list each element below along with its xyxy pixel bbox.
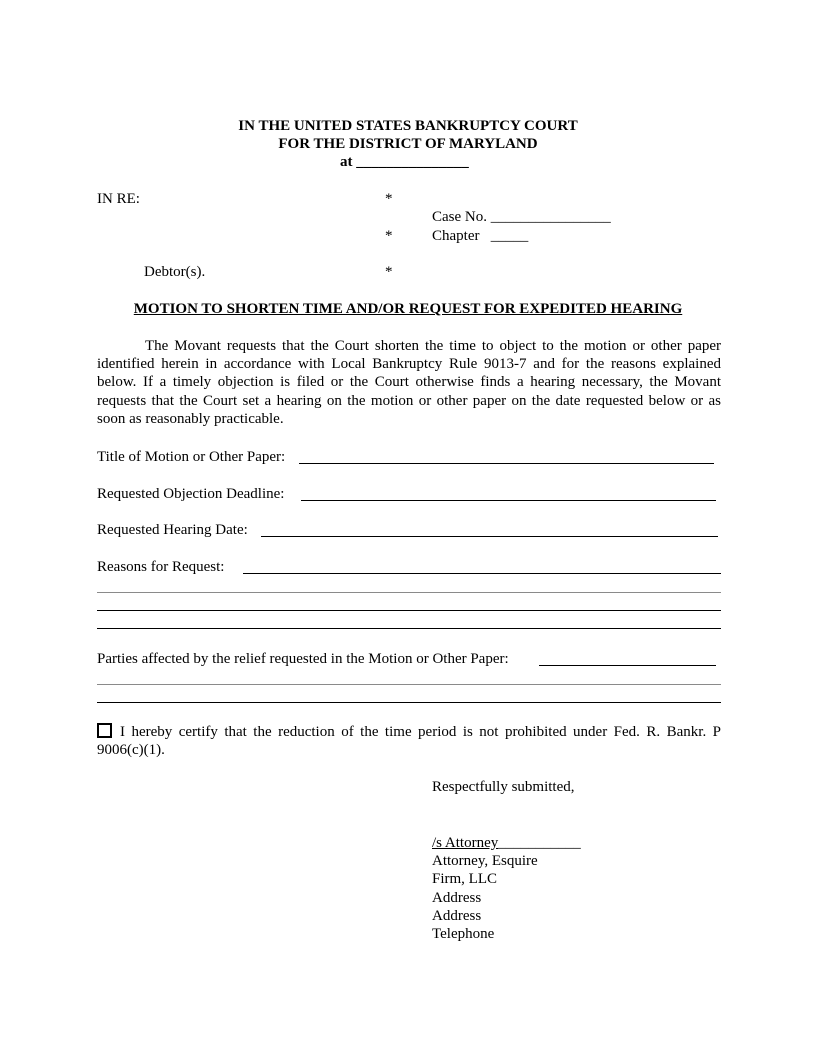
chapter-blank[interactable]: _____	[490, 228, 529, 244]
closing: Respectfully submitted,	[432, 779, 575, 795]
location-blank: _______________	[356, 154, 469, 170]
signature: /s Attorney	[432, 835, 499, 851]
title-of-motion-line	[299, 463, 714, 464]
in-re-label: IN RE:	[97, 191, 140, 207]
attorney-name: Attorney, Esquire	[432, 853, 538, 869]
location-prefix: at	[340, 154, 353, 170]
parties-line-3	[97, 702, 721, 703]
address-line-2: Address	[432, 908, 482, 924]
reasons-label: Reasons for Request:	[97, 559, 225, 575]
court-heading-line-1: IN THE UNITED STATES BANKRUPTCY COURT	[238, 118, 578, 134]
chapter-label: Chapter	[432, 228, 480, 244]
chapter	[432, 227, 528, 245]
parties-line-2	[97, 684, 721, 685]
reasons-line-4	[97, 628, 721, 629]
certification-text-line-2: 9006(c)(1).	[97, 742, 165, 758]
caption-star: *	[385, 264, 393, 280]
parties-label: Parties affected by the relief requested in the Motion or Other Paper:	[97, 651, 509, 667]
body-paragraph: The Movant requests that the Court shorten the time to object to the motion or other paper identified herein in accordance with Local Bankruptcy Rule 9013-7 and for the reasons explained below. If a timely objection is filed or the Court otherwise finds a hearing necessary, the Movant requests that the Court set a hearing on the motion or other paper on the date requested below or as soon as reasonably practicable.	[97, 338, 721, 427]
certification-checkbox[interactable]	[97, 723, 112, 738]
motion-title: MOTION TO SHORTEN TIME AND/OR REQUEST FOR EXPEDITED HEARING	[133, 301, 683, 317]
hearing-date-label: Requested Hearing Date:	[97, 522, 248, 538]
firm-name: Firm, LLC	[432, 871, 498, 887]
hearing-date-line	[261, 536, 718, 537]
case-no-label: Case No.	[432, 209, 487, 225]
address-line-1: Address	[432, 890, 482, 906]
objection-deadline-label: Requested Objection Deadline:	[97, 486, 285, 502]
case-number	[432, 208, 611, 226]
signature-line	[432, 834, 581, 852]
reasons-line-1	[243, 573, 721, 574]
telephone: Telephone	[432, 926, 495, 942]
case-no-blank[interactable]: ________________	[490, 209, 611, 225]
debtors-label: Debtor(s).	[144, 264, 206, 280]
parties-line-1	[539, 665, 716, 666]
court-heading-line-2: FOR THE DISTRICT OF MARYLAND	[278, 136, 538, 152]
reasons-line-2	[97, 592, 721, 593]
title-of-motion-label: Title of Motion or Other Paper:	[97, 449, 286, 465]
caption-star: *	[385, 228, 393, 244]
court-location	[340, 153, 469, 171]
objection-deadline-line	[301, 500, 716, 501]
caption-star: *	[385, 191, 393, 207]
reasons-line-3	[97, 610, 721, 611]
signature-blank: ___________	[498, 835, 581, 851]
certification-text-line-1: I hereby certify that the reduction of the time period is not prohibited under Fed. R. Bankr. P	[120, 724, 721, 740]
